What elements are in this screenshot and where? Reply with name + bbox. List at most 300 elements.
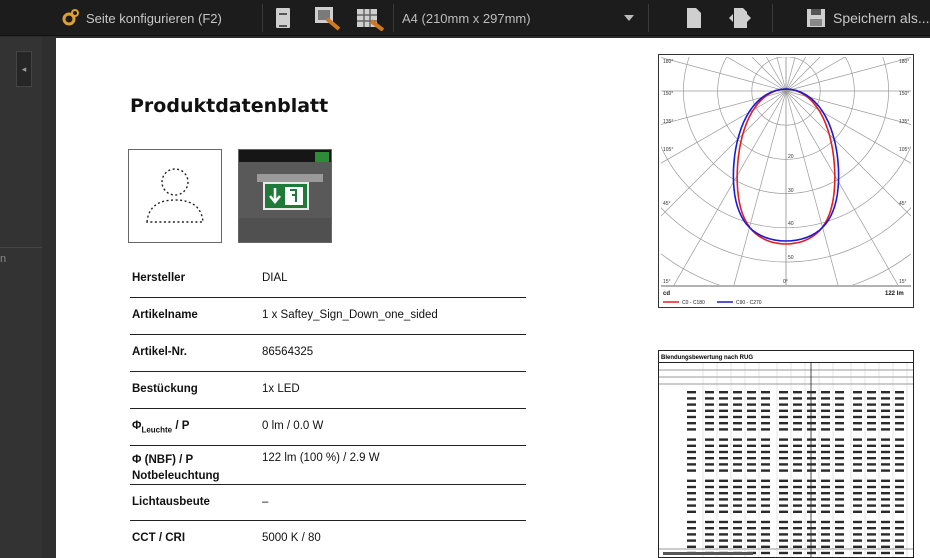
ugr-value: [733, 533, 742, 535]
ugr-value: [807, 511, 816, 513]
ugr-value: [705, 521, 714, 523]
ugr-value: [821, 469, 830, 471]
polar-angle-label: 15°: [899, 279, 907, 285]
ugr-value: [807, 533, 816, 535]
panel-partial-label: n: [0, 247, 42, 271]
ugr-value: [821, 445, 830, 447]
ugr-value: [835, 438, 844, 440]
ugr-value: [867, 504, 876, 506]
ugr-value: [761, 492, 770, 494]
ugr-value: [853, 533, 862, 535]
ugr-value: [807, 416, 816, 418]
ugr-value: [867, 511, 876, 513]
toolbar-separator: [262, 4, 263, 32]
ugr-value: [835, 391, 844, 393]
chevron-down-icon: [624, 15, 634, 21]
ugr-value: [747, 480, 756, 482]
ugr-value: [867, 527, 876, 529]
polar-ring-label: 30: [788, 188, 794, 194]
ugr-value: [719, 438, 728, 440]
ugr-value: [895, 416, 904, 418]
ugr-value: [853, 527, 862, 529]
ugr-value: [807, 552, 816, 554]
export-image-button[interactable]: [313, 0, 341, 36]
ugr-value: [835, 428, 844, 430]
polar-unit: cd: [663, 291, 671, 297]
ugr-value: [867, 521, 876, 523]
row-value: 1 x Saftey_Sign_Down_one_sided: [262, 309, 438, 321]
ugr-value: [719, 511, 728, 513]
ugr-row-value: [687, 546, 696, 548]
ugr-value: [705, 463, 714, 465]
ugr-value: [807, 546, 816, 548]
page-view-button[interactable]: [276, 0, 290, 36]
ugr-value: [895, 445, 904, 447]
ugr-value: [761, 480, 770, 482]
ugr-value: [793, 511, 802, 513]
ugr-value: [835, 527, 844, 529]
ugr-value: [761, 498, 770, 500]
table-row: [130, 409, 526, 446]
ugr-value: [853, 410, 862, 412]
ugr-value: [747, 527, 756, 529]
ugr-row-value: [687, 438, 696, 440]
ugr-value: [881, 428, 890, 430]
ugr-value: [895, 480, 904, 482]
ugr-value: [747, 498, 756, 500]
ugr-value: [821, 533, 830, 535]
ugr-value: [835, 463, 844, 465]
polar-plot: [659, 55, 913, 307]
ugr-value: [881, 546, 890, 548]
ugr-value: [853, 546, 862, 548]
ugr-value: [853, 511, 862, 513]
ugr-value: [761, 451, 770, 453]
ugr-value: [779, 552, 788, 554]
ugr-value: [705, 445, 714, 447]
ugr-row-value: [687, 457, 696, 459]
ugr-value: [821, 397, 830, 399]
ugr-value: [807, 445, 816, 447]
ugr-value: [867, 546, 876, 548]
ugr-value: [853, 521, 862, 523]
ugr-value: [895, 410, 904, 412]
ugr-value: [747, 504, 756, 506]
ugr-row-value: [687, 486, 696, 488]
exit-sign-image: [239, 150, 332, 243]
ugr-value: [779, 457, 788, 459]
ugr-value: [821, 463, 830, 465]
ugr-value: [821, 539, 830, 541]
ugr-value: [881, 527, 890, 529]
polar-spoke: [786, 91, 913, 150]
toolbar-separator: [772, 4, 773, 32]
ugr-value: [807, 480, 816, 482]
ugr-value: [733, 410, 742, 412]
ugr-value: [719, 539, 728, 541]
ugr-value: [835, 511, 844, 513]
ugr-row-value: [687, 511, 696, 513]
ugr-value: [895, 504, 904, 506]
ugr-value: [747, 463, 756, 465]
ugr-row-value: [687, 403, 696, 405]
ugr-value: [881, 451, 890, 453]
row-value: 5000 K / 80: [262, 532, 321, 544]
ugr-value: [793, 486, 802, 488]
ugr-value: [793, 521, 802, 523]
ugr-value: [807, 397, 816, 399]
ugr-value: [733, 422, 742, 424]
ugr-value: [761, 486, 770, 488]
ugr-row-value: [687, 533, 696, 535]
ugr-value: [807, 438, 816, 440]
ugr-value: [705, 546, 714, 548]
ugr-value: [779, 428, 788, 430]
ugr-value: [747, 445, 756, 447]
ugr-value: [821, 451, 830, 453]
ugr-row-value: [687, 463, 696, 465]
ugr-value: [821, 410, 830, 412]
ugr-value: [705, 451, 714, 453]
ugr-value: [705, 428, 714, 430]
ugr-value: [807, 469, 816, 471]
ugr-value: [733, 527, 742, 529]
ugr-value: [733, 504, 742, 506]
ugr-value: [835, 457, 844, 459]
ugr-row-value: [687, 469, 696, 471]
ugr-value: [895, 391, 904, 393]
toolbar-separator: [393, 4, 394, 32]
ugr-value: [867, 533, 876, 535]
ugr-value: [733, 438, 742, 440]
ugr-value: [705, 527, 714, 529]
page-navigate-button[interactable]: [728, 0, 752, 36]
ugr-value: [835, 504, 844, 506]
ugr-value: [835, 422, 844, 424]
ugr-value: [733, 486, 742, 488]
configure-page-button[interactable]: [60, 0, 222, 36]
ugr-value: [853, 428, 862, 430]
ugr-value: [793, 504, 802, 506]
ugr-value: [761, 504, 770, 506]
ugr-value: [821, 527, 830, 529]
ugr-value: [779, 463, 788, 465]
polar-angle-label: 150°: [899, 91, 910, 97]
ugr-value: [895, 438, 904, 440]
ugr-value: [747, 438, 756, 440]
ugr-value: [821, 521, 830, 523]
ugr-value: [881, 539, 890, 541]
ugr-value: [779, 445, 788, 447]
ugr-value: [835, 480, 844, 482]
ugr-value: [867, 403, 876, 405]
ugr-value: [719, 504, 728, 506]
ugr-value: [895, 511, 904, 513]
ugr-value: [793, 469, 802, 471]
ugr-value: [821, 438, 830, 440]
ugr-value: [821, 480, 830, 482]
ugr-value: [719, 469, 728, 471]
ugr-value: [761, 422, 770, 424]
ugr-row-value: [687, 428, 696, 430]
ugr-value: [761, 410, 770, 412]
ugr-value: [761, 416, 770, 418]
ugr-value: [895, 397, 904, 399]
properties-table: [130, 260, 526, 557]
ugr-value: [719, 403, 728, 405]
ugr-value: [793, 391, 802, 393]
ugr-value: [747, 521, 756, 523]
ugr-value: [733, 469, 742, 471]
page-gutter: [42, 37, 56, 558]
ugr-value: [821, 546, 830, 548]
ugr-value: [881, 457, 890, 459]
polar-angle-label: 150°: [663, 91, 674, 97]
ugr-value: [881, 552, 890, 554]
ugr-value: [761, 391, 770, 393]
ugr-value: [719, 527, 728, 529]
ugr-grid: [659, 363, 913, 558]
ugr-value: [793, 463, 802, 465]
ugr-value: [761, 552, 770, 554]
ugr-value: [705, 469, 714, 471]
ugr-value: [821, 552, 830, 554]
page-size-value: A4 (210mm x 297mm): [402, 10, 531, 26]
ugr-value: [793, 428, 802, 430]
ugr-value: [747, 457, 756, 459]
table-row: [130, 521, 526, 557]
ugr-value: [747, 416, 756, 418]
ugr-value: [733, 457, 742, 459]
polar-angle-label: 135°: [899, 119, 910, 125]
ugr-value: [895, 403, 904, 405]
ugr-value: [719, 397, 728, 399]
datasheet-page: [56, 38, 930, 558]
ugr-value: [853, 463, 862, 465]
row-key: Bestückung: [132, 383, 198, 395]
ugr-value: [853, 504, 862, 506]
table-row: [130, 372, 526, 409]
ugr-value: [895, 527, 904, 529]
ugr-value: [895, 422, 904, 424]
ugr-value: [733, 451, 742, 453]
ugr-value: [705, 397, 714, 399]
ugr-value: [733, 445, 742, 447]
blank-page-icon: [686, 7, 702, 29]
ugr-row-value: [687, 504, 696, 506]
placeholder-image: [128, 149, 222, 243]
ugr-value: [807, 451, 816, 453]
ugr-value: [807, 428, 816, 430]
ugr-value: [807, 391, 816, 393]
ugr-value: [779, 539, 788, 541]
polar-angle-label: 105°: [899, 147, 910, 153]
ugr-value: [821, 498, 830, 500]
ugr-value: [733, 403, 742, 405]
ugr-value: [881, 445, 890, 447]
flux-suffix: / P: [172, 420, 190, 432]
ugr-value: [853, 492, 862, 494]
ugr-value: [793, 527, 802, 529]
row-key-line2: Notbeleuchtung: [132, 470, 220, 482]
ugr-value: [807, 463, 816, 465]
ugr-value: [793, 451, 802, 453]
ugr-value: [867, 428, 876, 430]
polar-angle-label: 105°: [663, 147, 674, 153]
polar-angle-label: 15°: [663, 279, 671, 285]
ugr-value: [821, 422, 830, 424]
ugr-value: [853, 391, 862, 393]
ugr-value: [733, 463, 742, 465]
ugr-value: [867, 416, 876, 418]
ugr-value: [821, 391, 830, 393]
ugr-value: [807, 527, 816, 529]
ugr-value: [793, 498, 802, 500]
ugr-value: [793, 552, 802, 554]
ugr-value: [761, 457, 770, 459]
ugr-value: [835, 486, 844, 488]
ugr-table: [658, 350, 914, 558]
ugr-value: [807, 492, 816, 494]
ugr-value: [881, 486, 890, 488]
ugr-value: [793, 397, 802, 399]
ugr-value: [779, 546, 788, 548]
ugr-value: [807, 504, 816, 506]
ugr-value: [761, 397, 770, 399]
ugr-value: [853, 480, 862, 482]
ugr-value: [747, 469, 756, 471]
ugr-value: [807, 457, 816, 459]
document-icon: [276, 8, 290, 28]
polar-spoke: [786, 55, 913, 91]
ugr-value: [761, 527, 770, 529]
ugr-value: [867, 486, 876, 488]
polar-angle-label: 180°: [663, 59, 674, 65]
row-key: [132, 420, 189, 434]
ugr-row-value: [687, 391, 696, 393]
ugr-value: [747, 410, 756, 412]
export-table-button[interactable]: [355, 0, 385, 36]
ugr-value: [895, 498, 904, 500]
ugr-value: [867, 463, 876, 465]
ugr-value: [895, 457, 904, 459]
ugr-value: [867, 391, 876, 393]
ugr-value: [821, 457, 830, 459]
ugr-value: [719, 463, 728, 465]
ugr-value: [867, 552, 876, 554]
ugr-value: [853, 498, 862, 500]
ugr-value: [719, 480, 728, 482]
ugr-value: [747, 391, 756, 393]
ugr-row-value: [687, 410, 696, 412]
page-arrows-icon: [728, 7, 752, 29]
ugr-value: [779, 527, 788, 529]
polar-angle-label: 135°: [663, 119, 674, 125]
ugr-value: [881, 511, 890, 513]
product-image: [238, 149, 332, 243]
ugr-value: [853, 552, 862, 554]
save-as-button[interactable]: [806, 0, 930, 36]
ugr-value: [821, 403, 830, 405]
row-value: 86564325: [262, 346, 314, 358]
ugr-row-value: [687, 397, 696, 399]
ugr-value: [853, 539, 862, 541]
ugr-row-value: [687, 539, 696, 541]
ugr-value: [733, 498, 742, 500]
ugr-row-value: [687, 492, 696, 494]
ugr-value: [747, 397, 756, 399]
ugr-value: [835, 451, 844, 453]
polar-spoke: [786, 91, 900, 288]
page-size-select[interactable]: [402, 0, 638, 36]
ugr-value: [853, 397, 862, 399]
ugr-value: [733, 391, 742, 393]
ugr-value: [867, 397, 876, 399]
ugr-value: [779, 403, 788, 405]
floppy-disk-icon: [806, 8, 826, 28]
ugr-value: [793, 539, 802, 541]
ugr-value: [733, 428, 742, 430]
ugr-value: [733, 521, 742, 523]
ugr-value: [881, 533, 890, 535]
collapse-panel-button[interactable]: ◂: [16, 51, 32, 87]
ugr-value: [733, 546, 742, 548]
ugr-value: [793, 480, 802, 482]
row-value: 1x LED: [262, 383, 300, 395]
ugr-value: [835, 546, 844, 548]
ugr-value: [835, 416, 844, 418]
ugr-value: [779, 451, 788, 453]
ugr-value: [895, 533, 904, 535]
polar-spoke: [672, 91, 786, 288]
configure-page-label: Seite konfigurieren (F2): [86, 10, 222, 26]
ugr-row-value: [687, 480, 696, 482]
ugr-value: [881, 504, 890, 506]
ugr-value: [705, 498, 714, 500]
ugr-value: [793, 438, 802, 440]
ugr-value: [719, 498, 728, 500]
ugr-value: [761, 403, 770, 405]
ugr-value: [895, 486, 904, 488]
new-page-button[interactable]: [686, 0, 702, 36]
table-row: [130, 335, 526, 372]
ugr-value: [807, 410, 816, 412]
ugr-value: [733, 539, 742, 541]
toolbar-separator: [648, 4, 649, 32]
ugr-value: [719, 492, 728, 494]
ugr-value: [719, 451, 728, 453]
ugr-value: [779, 521, 788, 523]
toolbar: [0, 0, 930, 36]
ugr-value: [761, 463, 770, 465]
ugr-value: [747, 511, 756, 513]
ugr-value: [779, 422, 788, 424]
ugr-value: [835, 403, 844, 405]
ugr-value: [761, 533, 770, 535]
row-key: Artikelname: [132, 309, 198, 321]
ugr-value: [779, 492, 788, 494]
light-distribution-diagram: [658, 54, 914, 308]
ugr-row-value: [687, 498, 696, 500]
table-row: [130, 485, 526, 521]
ugr-value: [705, 391, 714, 393]
ugr-value: [807, 486, 816, 488]
ugr-value: [793, 533, 802, 535]
ugr-value: [835, 552, 844, 554]
ugr-value: [793, 403, 802, 405]
ugr-value: [733, 492, 742, 494]
ugr-value: [747, 428, 756, 430]
